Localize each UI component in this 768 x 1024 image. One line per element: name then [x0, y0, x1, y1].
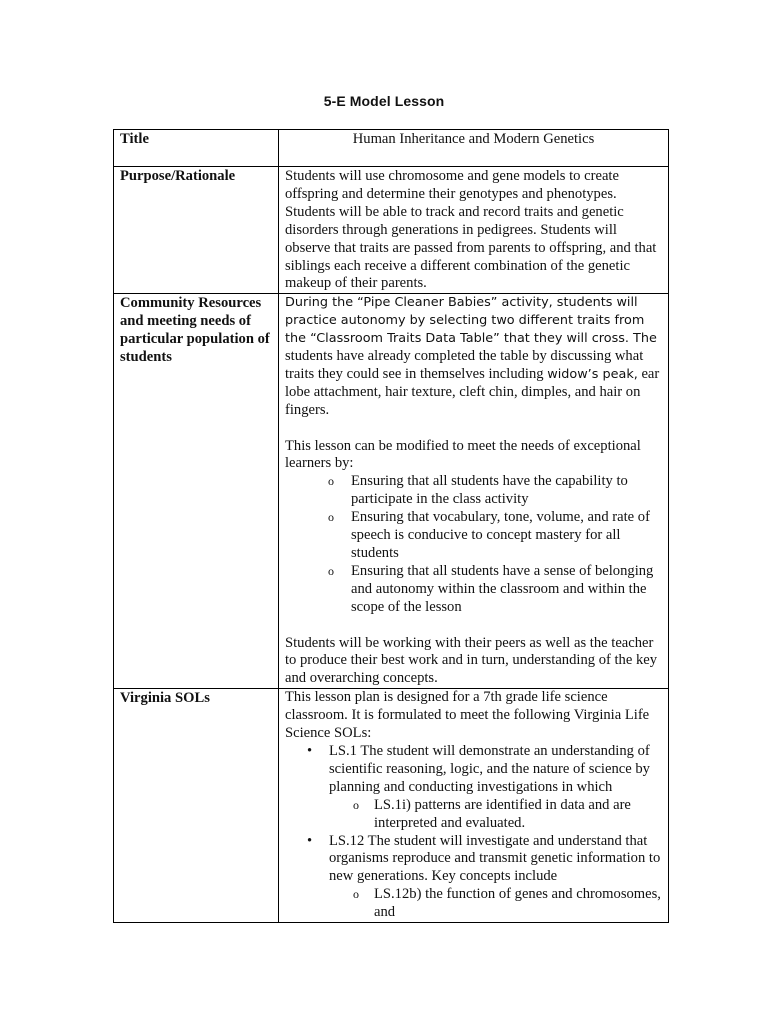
table-row-purpose	[114, 167, 669, 294]
community-intro-serif2: ear lobe attachment, hair texture, cleft chin, dimples, and hair on fingers.	[285, 365, 660, 418]
document-title: 5-E Model Lesson	[323, 93, 445, 109]
community-closing: Students will be working with their peers as well as the teacher to produce their best work and in turn, understanding of the key and overarching concepts.	[285, 634, 658, 687]
modify-list	[285, 473, 662, 616]
community-intro-sans2: widow’s peak,	[547, 366, 638, 382]
lesson-title-cell	[279, 130, 669, 167]
sol-sublist	[329, 797, 662, 833]
table-row-title	[114, 130, 669, 167]
row-label-purpose	[114, 167, 279, 294]
community-intro	[285, 294, 662, 419]
sol-sublist	[329, 886, 662, 922]
row-label-community	[114, 294, 279, 689]
row-label-text: Purpose/Rationale	[120, 168, 236, 184]
table-row-community	[114, 294, 669, 689]
purpose-cell	[279, 167, 669, 294]
list-item	[285, 743, 662, 833]
community-cell	[279, 294, 669, 689]
row-label-sols	[114, 689, 279, 923]
list-item	[285, 833, 662, 923]
list-item: o Ensuring that all students have the capability to participate in the class activity	[285, 473, 662, 509]
row-label-text: Title	[120, 131, 149, 147]
community-intro-sans: During the “Pipe Cleaner Babies” activity, students will practice autonomy by selecting two different traits from the “Classroom Traits Data Table” that they will cross. The	[285, 295, 657, 347]
list-item: o Ensuring that all students have a sense of belonging and autonomy within the classroom and within the scope of the lesson	[285, 563, 662, 617]
sols-list	[285, 743, 662, 922]
lesson-table	[113, 129, 669, 923]
row-label-text: Virginia SOLs	[120, 690, 210, 707]
table-row-sols	[114, 689, 669, 923]
modify-intro: This lesson can be modified to meet the needs of exceptional learners by:	[285, 437, 641, 472]
community-intro-serif: students have already completed the table by discussing what traits they could see in themselves including	[285, 348, 644, 382]
row-label-text: Community Resources and meeting needs of particular population of students	[120, 295, 270, 366]
lesson-title-text: Human Inheritance and Modern Genetics	[352, 131, 595, 147]
purpose-text: Students will use chromosome and gene models to create offspring and determine their genotypes and phenotypes. Students will be able to track and record traits and genetic disorders through generations in pedigrees. Students will observe that traits are passed from parents to offspring, and that siblings each receive a different combination of the genetic makeup of their parents.	[285, 168, 657, 292]
list-item: o Ensuring that vocabulary, tone, volume, and rate of speech is conducive to concept mastery for all students	[285, 509, 662, 563]
sol-text: LS.1 The student will demonstrate an understanding of scientific reasoning, logic, and the nature of science by planning and conducting investigations in which	[329, 742, 650, 795]
row-label-title	[114, 130, 279, 167]
sols-intro: This lesson plan is designed for a 7th grade life science classroom. It is formulated to meet the following Virginia Life Science SOLs:	[285, 689, 650, 742]
list-item: o LS.12b) the function of genes and chromosomes, and	[329, 886, 662, 922]
list-item: o LS.1i) patterns are identified in data and are interpreted and evaluated.	[329, 797, 662, 833]
sols-cell	[279, 689, 669, 923]
sol-text: LS.12 The student will investigate and understand that organisms reproduce and transmit genetic information to new generations. Key concepts include	[329, 832, 661, 885]
